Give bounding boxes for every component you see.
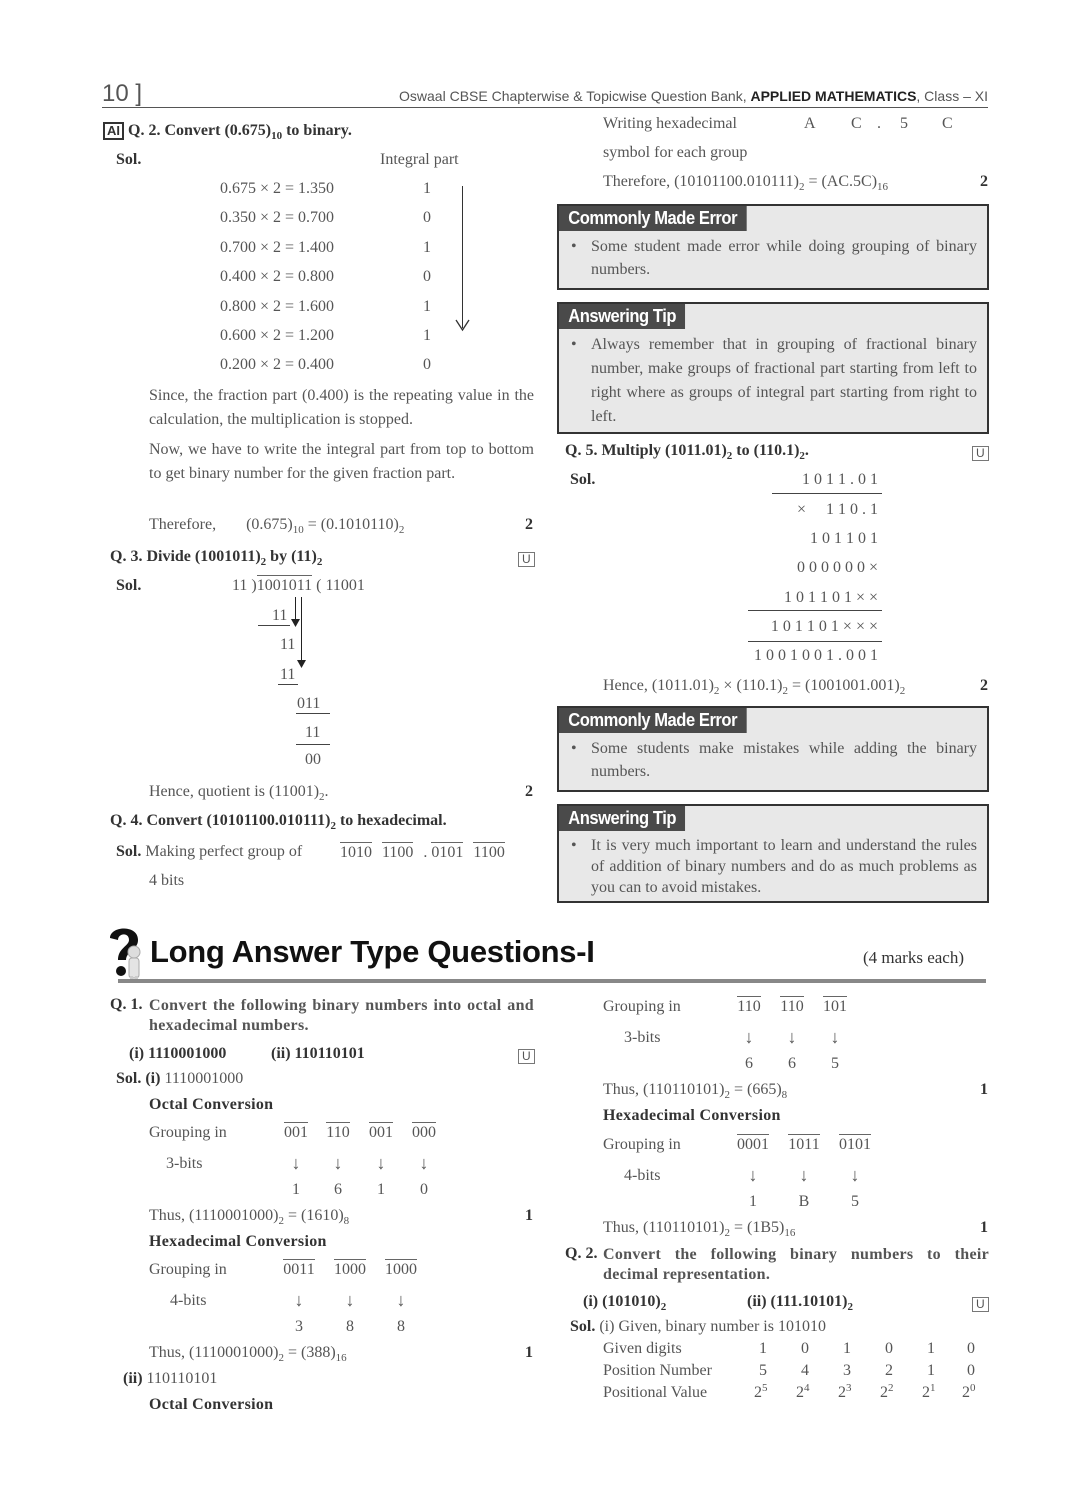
mult-row-6: 1 0 1 1 0 1 × × × <box>770 618 878 635</box>
q5-understanding-tag: U <box>972 444 989 462</box>
question-q3-heading <box>110 548 322 566</box>
step-integral-part: 1 <box>423 180 431 197</box>
division-row-2: 11 <box>280 636 296 653</box>
long-q2-text: Convert the following binary numbers to their decimal representation. <box>603 1246 989 1283</box>
table-cell: 2 <box>885 1362 893 1379</box>
long-q2-sol: Sol. (i) Given, binary number is 101010 <box>570 1318 826 1335</box>
q4-text: Convert $(10101100.010111)_2$ to hexadecimal. <box>146 812 447 832</box>
mult-row-3: 1 0 1 1 0 1 <box>810 530 878 547</box>
q2-explanation-1: Since, the fraction part (0.400) is the repeating value in the calculation, the multiplication is stopped. <box>149 387 534 428</box>
box-body: • Always remember that in grouping of fractional binary number, make groups of fractional part starting from left to right where as groups of integral part starting from right to left. <box>559 329 987 433</box>
down-arrow-icon: ↓ <box>787 1027 797 1047</box>
bullet-icon: • <box>571 740 577 757</box>
grouping-in-label: Grouping in <box>603 1136 681 1153</box>
ai-tag: AI <box>103 122 124 140</box>
octal-result-ii: Thus, $(110110101)_2 = (665)_8$ <box>603 1081 788 1101</box>
dividend: 1001011 <box>256 577 313 594</box>
step-expression: 0.400 × 2 = 0.800 <box>220 268 335 286</box>
mult-rule-2 <box>748 610 882 611</box>
box-title: Answering Tip <box>559 304 685 329</box>
long-q1-label: Q. 1. <box>110 996 143 1013</box>
table-cell: $2^4$ <box>796 1382 810 1401</box>
bullet-icon: • <box>571 837 577 854</box>
down-arrow-icon: ↓ <box>294 1290 304 1310</box>
hex-symbol-5: 5 <box>900 115 908 132</box>
table-cell: $2^0$ <box>962 1382 976 1401</box>
three-bits-label: 3-bits <box>166 1155 203 1172</box>
group-4: 1100 <box>473 844 505 861</box>
down-arrow-icon: ↓ <box>799 1165 809 1185</box>
converted-digit: 5 <box>831 1055 839 1072</box>
bit-group-value: 001 <box>369 1124 393 1141</box>
answering-tip-box-2 <box>557 804 989 903</box>
four-bits-label: 4-bits <box>624 1167 661 1184</box>
octal-conversion-heading: Octal Conversion <box>149 1096 274 1113</box>
converted-digit: 1 <box>292 1181 300 1198</box>
long-q1-sol-i: Sol. (i) 1110001000 <box>116 1070 244 1087</box>
grouping-in-label: Grouping in <box>149 1261 227 1278</box>
q2-text: Convert $(0.675)_{10}$ to binary. <box>164 122 352 142</box>
bit-group-value: 110 <box>780 998 804 1015</box>
bit-group <box>279 1261 319 1279</box>
q5-text: Multiply $(1011.01)_2$ to $(110.1)_2$. <box>601 442 809 462</box>
hex-result-ii: Thus, $(110110101)_2 = (1B5)_{16}$ <box>603 1219 796 1239</box>
division-row-3: 11 <box>280 666 296 683</box>
converted-digit: 5 <box>851 1193 859 1210</box>
long-q1-sol-ii: (ii) 110110101 <box>123 1370 218 1387</box>
mult-rule-3 <box>748 641 882 642</box>
q5-conclusion: Hence, $(1011.01)_2 \times (110.1)_2 = (1001001.001)_2$ <box>603 677 906 697</box>
table-cell: $2^5$ <box>754 1382 768 1401</box>
step-integral-part: 0 <box>423 356 431 374</box>
mult-row-7: 1 0 0 1 0 0 1 . 0 0 1 <box>754 647 878 664</box>
table-cell: 3 <box>843 1362 851 1379</box>
bit-group-value: 1000 <box>385 1261 417 1278</box>
division-rule-3 <box>296 713 330 714</box>
divisor: 11 ) <box>232 577 257 594</box>
q5-marks: 2 <box>980 677 988 694</box>
question-mark-figure-icon <box>104 924 148 982</box>
arrow-head-icon <box>291 619 300 627</box>
running-title-class: , Class – XI <box>916 88 988 104</box>
table-cell: $2^3$ <box>838 1382 852 1401</box>
hex-marks-ii: 1 <box>980 1219 988 1236</box>
down-arrow-icon: ↓ <box>830 1027 840 1047</box>
division-rule-4 <box>296 744 330 745</box>
hex-symbol-C: C <box>851 115 862 132</box>
division-row-1: 11 <box>272 607 288 624</box>
group-3: 0101 <box>431 844 464 861</box>
table-row-label: Position Number <box>603 1362 712 1379</box>
header-rule <box>102 107 988 108</box>
q4-four-bits: 4 bits <box>149 872 185 889</box>
box-title: Commonly Made Error <box>559 206 746 231</box>
q4-label: Q. 4. <box>110 812 143 829</box>
long-q1-option-i: (i) 1110001000 <box>129 1045 227 1062</box>
converted-digit: 3 <box>295 1318 303 1335</box>
hex-symbol-label-2: symbol for each group <box>603 144 748 161</box>
q2-explanation-2: Now, we have to write the integral part from top to bottom to get binary number for the given fraction part. <box>149 441 534 482</box>
arrow-head-icon <box>297 660 306 668</box>
answering-tip-box-1 <box>557 302 989 434</box>
running-header <box>399 88 988 104</box>
q3-conclusion: Hence, quotient is $(11001)_2$. <box>149 783 329 803</box>
step-expression: 0.700 × 2 = 1.400 <box>220 238 335 256</box>
converted-digit: B <box>798 1193 810 1210</box>
mult-rule-1 <box>772 493 882 494</box>
down-arrow-icon: ↓ <box>850 1165 860 1185</box>
bit-group <box>330 1261 370 1279</box>
octal-conversion-heading-ii: Octal Conversion <box>149 1396 274 1413</box>
hex-symbol-C2: C <box>942 115 953 132</box>
step-expression: 0.800 × 2 = 1.600 <box>220 297 335 315</box>
three-bits-label: 3-bits <box>624 1029 661 1046</box>
table-cell: 1 <box>927 1362 935 1379</box>
q2-therefore: Therefore, $(0.675)_{10} = (0.1010110)_2$ <box>149 516 405 536</box>
q3-understanding-tag: U <box>518 550 535 568</box>
q4-therefore: Therefore, $(10101100.010111)_2 = (AC.5C)_{16}$ <box>603 173 889 193</box>
converted-digit: 1 <box>377 1181 385 1198</box>
bullet-icon: • <box>571 336 577 353</box>
table-row-label: Positional Value <box>603 1384 708 1401</box>
section-title: Long Answer Type Questions-I <box>150 934 595 969</box>
q4-sol: Sol. Making perfect group of <box>116 843 303 860</box>
bit-group-value: 1000 <box>334 1261 366 1278</box>
step-integral-part: 1 <box>423 297 431 315</box>
converted-digit: 0 <box>420 1181 428 1198</box>
table-cell: 1 <box>759 1340 767 1357</box>
section-rule <box>118 979 986 983</box>
bit-group <box>381 1261 421 1279</box>
down-arrow-icon: ↓ <box>376 1153 386 1173</box>
down-arrow-icon: ↓ <box>419 1153 429 1173</box>
bit-group-value: 110 <box>737 998 761 1015</box>
down-arrow-icon: ↓ <box>291 1153 301 1173</box>
commonly-made-error-box-2 <box>557 706 989 792</box>
step-expression: 0.200 × 2 = 0.400 <box>220 356 335 374</box>
table-row-label: Given digits <box>603 1340 682 1357</box>
group-1: 1010 <box>340 844 372 861</box>
octal-result-i: Thus, $(1110001000)_2 = (1610)_8$ <box>149 1207 350 1227</box>
hex-marks-i: 1 <box>525 1344 533 1361</box>
box-body: • Some student made error while doing grouping of binary numbers. <box>559 231 987 285</box>
bring-down-arrow-2 <box>301 597 302 665</box>
table-cell: 0 <box>967 1362 975 1379</box>
table-cell: 0 <box>967 1340 975 1357</box>
long-q1-option-ii: (ii) 110110101 <box>271 1045 365 1062</box>
q3-text: Divide $(1001011)_2$ by $(11)_2$ <box>146 548 323 568</box>
box-body: • Some students make mistakes while adding the binary numbers. <box>559 733 987 787</box>
bit-group <box>729 998 769 1016</box>
question-q2-heading <box>103 122 352 140</box>
step-expression: 0.350 × 2 = 0.700 <box>220 209 335 227</box>
division-row-6: 00 <box>305 751 321 768</box>
q3-marks: 2 <box>525 783 533 800</box>
octal-marks-i: 1 <box>525 1207 533 1224</box>
running-title-prefix: Oswaal CBSE Chapterwise & Topicwise Question Bank, <box>399 88 751 104</box>
bit-group-value: 001 <box>284 1124 308 1141</box>
quotient: ( 11001 <box>316 577 365 594</box>
question-q5-heading <box>565 442 809 460</box>
converted-digit: 6 <box>334 1181 342 1198</box>
page-number: 10 ] <box>102 80 143 107</box>
group-2: 1100 <box>382 844 414 861</box>
box-body: • It is very much important to learn and understand the rules of addition of binary numbers and do as much problems as you can to avoid mistakes. <box>571 837 977 896</box>
mult-row-2: × 1 1 0 . 1 <box>796 501 878 518</box>
division-row-5: 11 <box>305 724 321 741</box>
step-integral-part: 1 <box>423 327 431 344</box>
long-q2-option-i: (i) $(101010)_2$ <box>583 1293 667 1313</box>
bit-group <box>361 1124 401 1142</box>
bit-group-value: 110 <box>326 1124 350 1141</box>
grouping-in-label: Grouping in <box>149 1124 227 1141</box>
bit-group-value: 0101 <box>839 1136 871 1153</box>
table-cell: 0 <box>801 1340 809 1357</box>
down-arrow-line <box>462 186 463 328</box>
converted-digit: 6 <box>788 1055 796 1072</box>
hex-symbol-dot: . <box>877 115 881 132</box>
hex-result-i: Thus, $(1110001000)_2 = (388)_{16}$ <box>149 1344 347 1364</box>
long-division-header <box>232 577 365 595</box>
octal-marks-ii: 1 <box>980 1081 988 1098</box>
converted-digit: 1 <box>749 1193 757 1210</box>
hex-conversion-heading-ii: Hexadecimal Conversion <box>603 1107 781 1124</box>
down-arrow-icon: ↓ <box>333 1153 343 1173</box>
converted-digit: 6 <box>745 1055 753 1072</box>
grouping-in-label: Grouping in <box>603 998 681 1015</box>
commonly-made-error-box-1 <box>557 204 989 290</box>
table-cell: $2^2$ <box>880 1382 894 1401</box>
long-q2-option-ii: (ii) $(111.10101)_2$ <box>747 1293 853 1313</box>
q2-marks: 2 <box>525 516 533 533</box>
division-row-4: 011 <box>297 695 321 712</box>
bit-group-value: 0011 <box>283 1261 315 1278</box>
q4-marks: 2 <box>980 173 988 190</box>
step-integral-part: 1 <box>423 238 431 256</box>
q2-label: Q. 2. <box>128 122 161 139</box>
bit-group-value: 0001 <box>737 1136 769 1153</box>
running-title-subject: APPLIED MATHEMATICS <box>750 88 917 104</box>
box-title: Commonly Made Error <box>559 708 746 733</box>
converted-digit: 8 <box>346 1318 354 1335</box>
integral-part-header: Integral part <box>380 151 459 168</box>
q5-label: Q. 5. <box>565 442 598 459</box>
hex-symbol-label-1: Writing hexadecimal <box>603 115 737 132</box>
division-rule-1 <box>258 625 290 626</box>
bit-group <box>733 1136 773 1154</box>
mult-row-4: 0 0 0 0 0 0 × <box>796 559 878 576</box>
down-arrow-icon: ↓ <box>345 1290 355 1310</box>
long-q1-text: Convert the following binary numbers into octal and hexadecimal numbers. <box>149 997 534 1034</box>
down-arrow-icon: ↓ <box>748 1165 758 1185</box>
bit-group <box>318 1124 358 1142</box>
bit-group <box>772 998 812 1016</box>
bit-group-value: 101 <box>823 998 847 1015</box>
bit-group <box>835 1136 875 1154</box>
bit-group <box>404 1124 444 1142</box>
hex-conversion-heading: Hexadecimal Conversion <box>149 1233 327 1250</box>
radix-point: . <box>423 844 428 861</box>
bit-group-value: 1011 <box>788 1136 820 1153</box>
bit-group-value: 000 <box>412 1124 436 1141</box>
table-cell: 0 <box>885 1340 893 1357</box>
bit-group <box>815 998 855 1016</box>
section-marks-note: (4 marks each) <box>863 948 965 967</box>
bit-group <box>276 1124 316 1142</box>
q3-label: Q. 3. <box>110 548 143 565</box>
table-cell: 1 <box>843 1340 851 1357</box>
box-title: Answering Tip <box>559 806 685 831</box>
table-cell: $2^1$ <box>922 1382 936 1401</box>
hex-symbol-A: A <box>804 115 816 132</box>
q3-sol-label: Sol. <box>116 577 142 594</box>
step-integral-part: 0 <box>423 268 431 286</box>
down-arrow-icon: ↓ <box>744 1027 754 1047</box>
long-q2-understanding-tag: U <box>972 1295 989 1313</box>
table-cell: 5 <box>759 1362 767 1379</box>
q5-sol-label: Sol. <box>570 471 596 488</box>
long-q2-label: Q. 2. <box>565 1245 598 1262</box>
converted-digit: 8 <box>397 1318 405 1335</box>
four-bits-label: 4-bits <box>170 1292 207 1309</box>
mult-row-5: 1 0 1 1 0 1 × × <box>783 589 878 606</box>
q4-groups <box>340 844 505 862</box>
down-arrow-icon <box>455 318 470 332</box>
step-expression: 0.600 × 2 = 1.200 <box>220 327 335 344</box>
table-cell: 4 <box>801 1362 809 1379</box>
mult-row-1: 1 0 1 1 . 0 1 <box>802 471 878 488</box>
division-rule-2 <box>278 684 298 685</box>
bit-group <box>784 1136 824 1154</box>
question-q4-heading <box>110 812 447 830</box>
q2-sol-label: Sol. <box>116 151 142 168</box>
bullet-icon: • <box>571 238 577 255</box>
step-expression: 0.675 × 2 = 1.350 <box>220 180 335 197</box>
long-q1-understanding-tag: U <box>518 1047 535 1065</box>
table-cell: 1 <box>927 1340 935 1357</box>
down-arrow-icon: ↓ <box>396 1290 406 1310</box>
step-integral-part: 0 <box>423 209 431 227</box>
